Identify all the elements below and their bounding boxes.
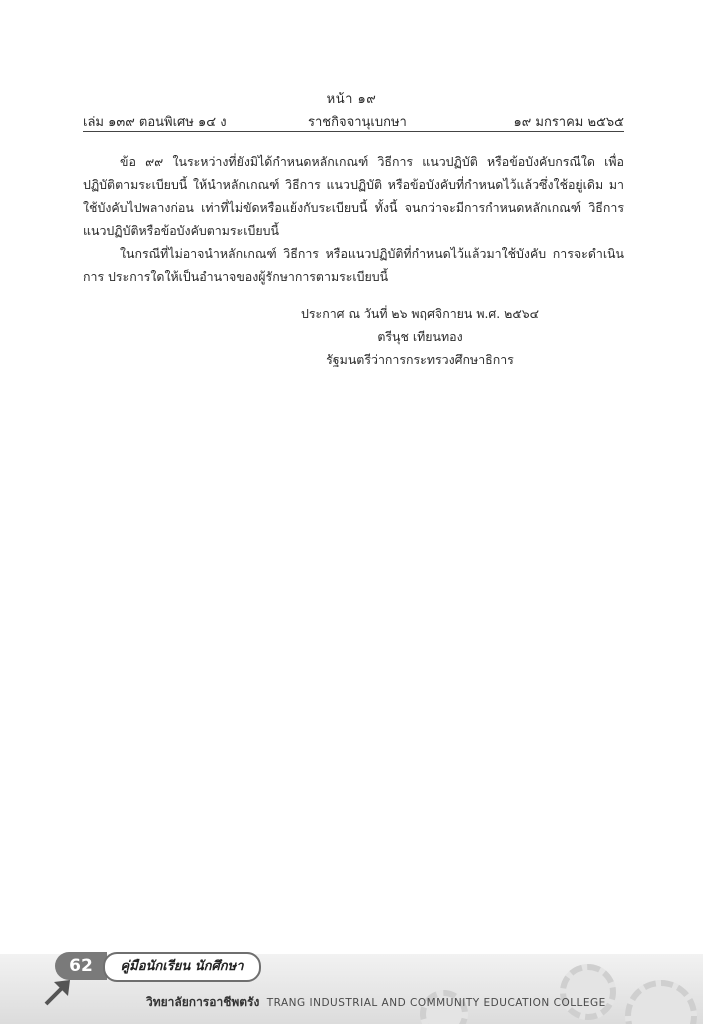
- paragraph-authority: ในกรณีที่ไม่อาจนำหลักเกณฑ์ วิธีการ หรือแนวปฏิบัติที่กำหนดไว้แล้วมาใช้บังคับ การจะดำเนินการ ประการใดให้เป็นอำนาจของผู้รักษาการตามระเบียบนี้: [83, 246, 624, 284]
- college-name-thai: วิทยาลัยการอาชีพตรัง: [146, 995, 260, 1009]
- signatory-position: รัฐมนตรีว่าการกระทรวงศึกษาธิการ: [326, 352, 514, 367]
- signatory-name: ตรีนุช เทียนทอง: [377, 329, 463, 344]
- paragraph-clause-99: ข้อ ๙๙ ในระหว่างที่ยังมิได้กำหนดหลักเกณฑ์ วิธีการ แนวปฏิบัติ หรือข้อบังคับกรณีใด เพื่อปฏิบัติตามระเบียบนี้ ให้นำหลักเกณฑ์ วิธีการ แนวปฏิบัติ หรือข้อบังคับที่กำหนดไว้แล้วซึ่งใช้อยู่เดิม มาใช้บังคับไปพลางก่อน เท่าที่ไม่ขัดหรือแย้งกับระเบียบนี้ ทั้งนี้ จนกว่าจะมีการกำหนดหลักเกณฑ์ วิธีการ แนวปฏิบัติหรือข้อบังคับตามระเบียบนี้: [83, 154, 624, 238]
- header-divider: [83, 131, 624, 132]
- college-name: [146, 993, 606, 1012]
- gazette-date: ๑๙ มกราคม ๒๕๖๕: [513, 115, 624, 130]
- gazette-page-number: หน้า ๑๙: [326, 92, 377, 107]
- announcement-date: ประกาศ ณ วันที่ ๒๖ พฤศจิกายน พ.ศ. ๒๕๖๔: [301, 306, 539, 321]
- gazette-header: [83, 111, 624, 129]
- book-title: คู่มือนักเรียน นักศึกษา: [103, 952, 261, 982]
- gazette-volume: เล่ม ๑๓๙ ตอนพิเศษ ๑๔ ง: [83, 115, 227, 130]
- signature-block: [240, 302, 600, 371]
- document-body: [83, 150, 624, 288]
- page-footer: [0, 930, 703, 1024]
- college-name-english: TRANG INDUSTRIAL AND COMMUNITY EDUCATION COLLEGE: [266, 997, 606, 1009]
- page-number-badge: 62: [55, 952, 107, 980]
- gazette-name: ราชกิจจานุเบกษา: [308, 115, 407, 130]
